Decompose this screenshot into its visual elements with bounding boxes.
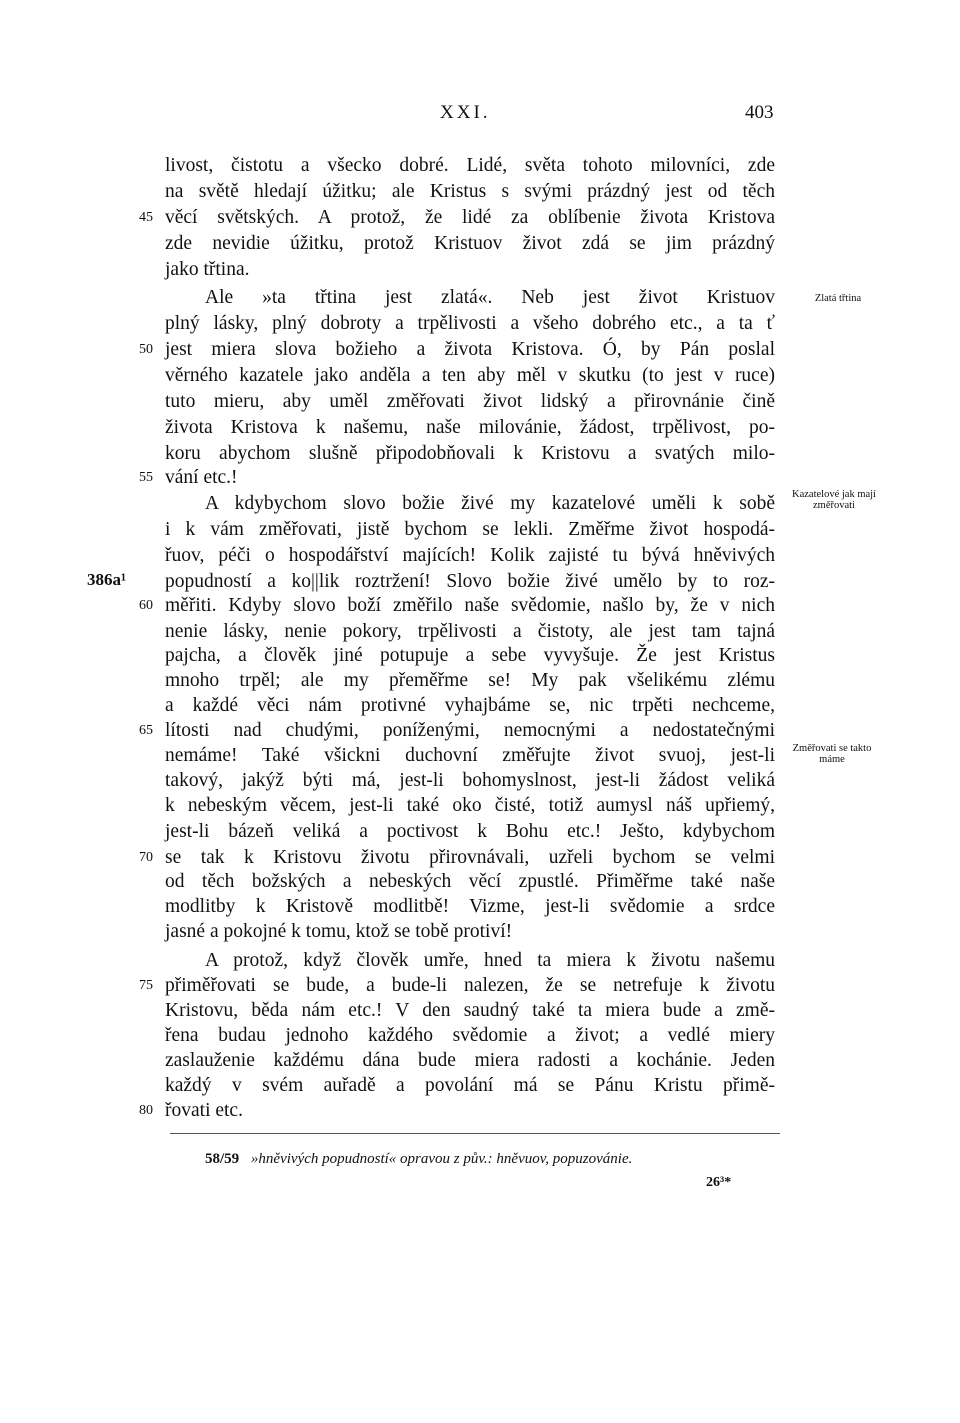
footnote-divider [170,1133,780,1134]
line-number: 80 [139,1103,153,1118]
text-line: a každé věci nám protivné vyhajbáme se, nic trpěti nechceme, [165,695,775,716]
text-line: jasné a pokojné k tomu, ktož se tobě protiví! [165,921,513,942]
text-line: nemáme! Také všickni duchovní změřujte život svuoj, jest-li [165,745,775,766]
text-line: plný lásky, plný dobroty a trpělivosti a všeho dobrého etc., a ta ť [165,313,775,334]
text-line: života Kristova k našemu, naše milovánie, žádost, trpělivost, po- [165,417,775,438]
text-line: popudností a ko||lik roztržení! Slovo božie živé umělo by to roz- [165,571,775,592]
margin-note: Zlatá třtina [814,293,862,304]
line-number: 50 [139,342,153,357]
text-line: vání etc.! [165,467,238,488]
text-line: Ale »ta třtina jest zlatá«. Neb jest život Kristuov [205,287,775,308]
margin-note: Kazatelové jak mají změřovati [792,489,876,511]
text-line: řovati etc. [165,1100,243,1121]
text-line: zde nevidie úžitku, protož Kristuov život zdá se jim prázdný [165,233,775,254]
text-line: od těch božských a nebeských věcí zpustlé. Přiměřme také naše [165,871,775,892]
text-line: jest miera slova božieho a života Kristova. Ó, by Pán poslal [165,339,775,360]
text-line: věcí světských. A protož, že lidé za oblíbenie života Kristova [165,207,775,228]
chapter-number: XXI. [440,102,491,123]
line-number: 65 [139,723,153,738]
text-line: pajcha, a člověk jiné potupuje a sebe vyvyšuje. Že jest Kristus [165,645,775,666]
line-number: 60 [139,598,153,613]
text-line: lítosti nad chudými, poníženými, nemocnými a nedostatečnými [165,720,775,741]
text-line: jako třtina. [165,259,250,280]
footnote-text: »hněvivých popudností« opravou z pův.: hněvuov, popuzovánie. [250,1151,633,1167]
text-line: modlitby k Kristově modlitbě! Vizme, jest-li svědomie a srdce [165,896,775,917]
manuscript-folio-reference: 386a¹ [87,570,127,589]
line-number: 70 [139,850,153,865]
footnote [205,1151,632,1168]
signature-mark: 26³* [706,1175,732,1190]
margin-note: Změřovati se takto máme [792,743,872,765]
line-number: 45 [139,210,153,225]
text-line: takový, jakýž býti má, jest-li bohomyslnost, jest-li žádost veliká [165,770,775,791]
text-line: řena budau jednoho každého svědomie a život; a vedlé miery [165,1025,775,1046]
line-number: 75 [139,978,153,993]
page-number: 403 [745,102,774,123]
text-line: koru abychom slušně připodobňovali k Kristovu a svatých milo- [165,443,775,464]
text-line: i k vám změřovati, jistě bychom se lekli. Změřme život hospodá- [165,519,775,540]
page-header [0,102,960,132]
text-line: měřiti. Kdyby slovo boží změřilo naše svědomie, našlo by, že v nich [165,595,775,616]
text-line: nenie lásky, nenie pokory, trpělivosti a čistoty, ale jest tam tajná [165,621,775,642]
text-line: A protož, když člověk umře, hned ta miera k životu našemu [205,950,775,971]
line-number: 55 [139,470,153,485]
footnote-ref: 58/59 [205,1151,240,1167]
text-line: mnoho trpěl; ale my přeměřme se! My pak všelikému zlému [165,670,775,691]
text-line: se tak k Kristovu životu přirovnávali, uzřeli bychom se velmi [165,847,775,868]
text-line: jest-li bázeň veliká a poctivost k Bohu etc.! Ješto, kdybychom [165,821,775,842]
text-line: řuov, péči o hospodářství majících! Kolik zajisté tu bývá hněvivých [165,545,775,566]
text-line: tuto mieru, aby uměl změřovati život lidský a přirovnánie čině [165,391,775,412]
text-line: livost, čistotu a všecko dobré. Lidé, světa tohoto milovníci, zde [165,155,775,176]
text-line: k nebeským věcem, jest-li také oko čisté, totiž aumysl náš upřiemý, [165,795,775,816]
text-line: přiměřovati se bude, a bude-li nalezen, že se netrefuje k životu [165,975,775,996]
text-line: na světě hledají úžitku; ale Kristus s svými prázdný jest od těch [165,181,775,202]
text-line: Kristovu, běda nám etc.! V den saudný také ta miera bude a změ- [165,1000,775,1021]
text-line: věrného kazatele jako anděla a ten aby měl v skutku (to jest v ruce) [165,365,775,386]
text-line: A kdybychom slovo božie živé my kazatelové uměli k sobě [205,493,775,514]
text-line: zaslauženie každému dána bude miera radosti a kochánie. Jeden [165,1050,775,1071]
text-line: každý v svém auřadě a povolání má se Pánu Kristu přimě- [165,1075,775,1096]
